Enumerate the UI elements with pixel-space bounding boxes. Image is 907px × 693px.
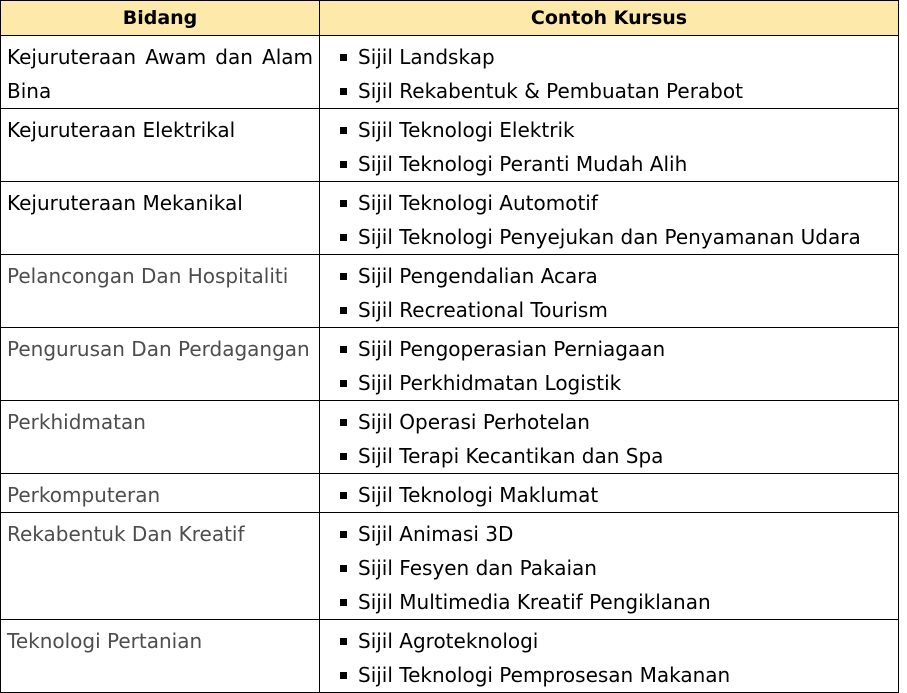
- header-bidang: Bidang: [1, 1, 320, 36]
- table-row: [1, 513, 899, 620]
- field-cell: Pengurusan Dan Perdagangan: [1, 328, 320, 401]
- list-item: [340, 405, 892, 439]
- course-label: Sijil Teknologi Pemprosesan Makanan: [358, 663, 731, 687]
- bullet-icon: [340, 273, 347, 280]
- field-cell: Kejuruteraan Awam dan Alam Bina: [1, 36, 320, 109]
- bullet-icon: [340, 88, 347, 95]
- list-item: [340, 658, 892, 692]
- list-item: [340, 551, 892, 585]
- table-row: [1, 36, 899, 109]
- list-item: [340, 624, 892, 658]
- bullet-icon: [340, 453, 347, 460]
- courses-cell: [320, 513, 899, 620]
- list-item: [340, 40, 892, 74]
- field-cell: Teknologi Pertanian: [1, 620, 320, 693]
- bullet-icon: [340, 599, 347, 606]
- course-label: Sijil Pengendalian Acara: [358, 264, 598, 288]
- course-label: Sijil Operasi Perhotelan: [358, 410, 590, 434]
- field-cell: Perkomputeran: [1, 474, 320, 513]
- table-row: [1, 182, 899, 255]
- bullet-icon: [340, 200, 347, 207]
- course-label: Sijil Recreational Tourism: [358, 298, 608, 322]
- bullet-icon: [340, 307, 347, 314]
- bullet-icon: [340, 492, 347, 499]
- course-label: Sijil Teknologi Maklumat: [358, 483, 599, 507]
- courses-cell: [320, 182, 899, 255]
- bullet-icon: [340, 380, 347, 387]
- bullet-icon: [340, 234, 347, 241]
- table-row: [1, 401, 899, 474]
- header-contoh-kursus: Contoh Kursus: [320, 1, 899, 36]
- course-label: Sijil Fesyen dan Pakaian: [358, 556, 597, 580]
- field-cell: Kejuruteraan Mekanikal: [1, 182, 320, 255]
- course-label: Sijil Agroteknologi: [358, 629, 539, 653]
- list-item: [340, 220, 892, 254]
- courses-cell: [320, 620, 899, 693]
- bullet-icon: [340, 565, 347, 572]
- bullet-icon: [340, 672, 347, 679]
- course-label: Sijil Pengoperasian Perniagaan: [358, 337, 666, 361]
- course-label: Sijil Teknologi Peranti Mudah Alih: [358, 152, 688, 176]
- course-label: Sijil Multimedia Kreatif Pengiklanan: [358, 590, 711, 614]
- table-row: [1, 109, 899, 182]
- course-label: Sijil Landskap: [358, 45, 495, 69]
- table-row: [1, 620, 899, 693]
- courses-cell: [320, 328, 899, 401]
- list-item: [340, 332, 892, 366]
- list-item: [340, 74, 892, 108]
- courses-cell: [320, 109, 899, 182]
- list-item: [340, 186, 892, 220]
- list-item: [340, 517, 892, 551]
- course-label: Sijil Terapi Kecantikan dan Spa: [358, 444, 664, 468]
- course-label: Sijil Perkhidmatan Logistik: [358, 371, 622, 395]
- courses-cell: [320, 474, 899, 513]
- courses-cell: [320, 401, 899, 474]
- course-label: Sijil Teknologi Automotif: [358, 191, 598, 215]
- header-row: [1, 1, 899, 36]
- course-label: Sijil Animasi 3D: [358, 522, 514, 546]
- field-cell: Pelancongan Dan Hospitaliti: [1, 255, 320, 328]
- list-item: [340, 147, 892, 181]
- list-item: [340, 585, 892, 619]
- table-row: [1, 474, 899, 513]
- list-item: [340, 366, 892, 400]
- course-label: Sijil Teknologi Elektrik: [358, 118, 575, 142]
- bullet-icon: [340, 419, 347, 426]
- table-row: [1, 255, 899, 328]
- list-item: [340, 293, 892, 327]
- courses-cell: [320, 36, 899, 109]
- bullet-icon: [340, 638, 347, 645]
- field-cell: Rekabentuk Dan Kreatif: [1, 513, 320, 620]
- bullet-icon: [340, 346, 347, 353]
- field-cell: Kejuruteraan Elektrikal: [1, 109, 320, 182]
- list-item: [340, 439, 892, 473]
- bullet-icon: [340, 54, 347, 61]
- list-item: [340, 259, 892, 293]
- bullet-icon: [340, 531, 347, 538]
- course-label: Sijil Rekabentuk & Pembuatan Perabot: [358, 79, 743, 103]
- course-label: Sijil Teknologi Penyejukan dan Penyamanan Udara: [358, 225, 861, 249]
- list-item: [340, 113, 892, 147]
- bullet-icon: [340, 161, 347, 168]
- bullet-icon: [340, 127, 347, 134]
- list-item: [340, 478, 892, 512]
- courses-cell: [320, 255, 899, 328]
- table-row: [1, 328, 899, 401]
- field-cell: Perkhidmatan: [1, 401, 320, 474]
